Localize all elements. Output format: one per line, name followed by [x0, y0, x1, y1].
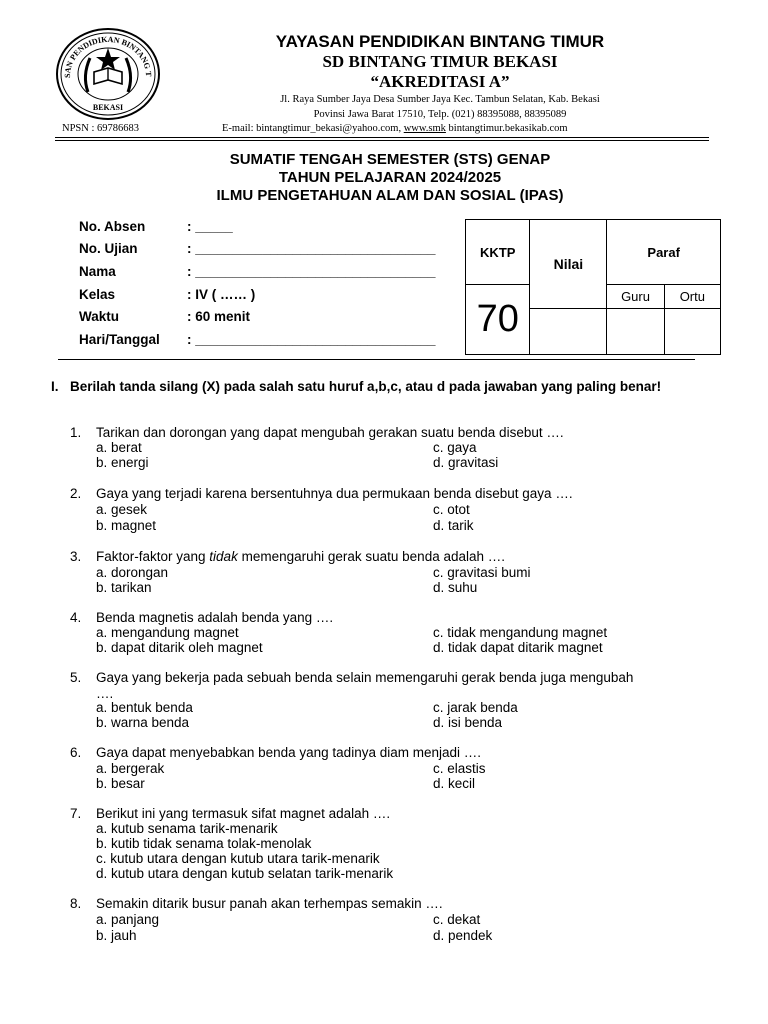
subject-title: ILMU PENGETAHUAN ALAM DAN SOSIAL (IPAS): [216, 187, 564, 204]
option-d[interactable]: d. isi benda: [433, 715, 503, 730]
option-b[interactable]: b. dapat ditarik oleh magnet: [96, 640, 263, 655]
question-number: 8.: [70, 896, 82, 911]
option-c[interactable]: c. dekat: [433, 912, 481, 927]
field-value-nama[interactable]: : ________________________________: [187, 264, 436, 279]
question-text: Benda magnetis adalah benda yang ….: [96, 610, 334, 625]
question-number: 6.: [70, 745, 82, 760]
option-d[interactable]: d. kecil: [433, 776, 476, 791]
header-divider-thin: [55, 140, 709, 141]
option-b[interactable]: b. jauh: [96, 928, 137, 943]
question-number: 2.: [70, 486, 82, 501]
option-c[interactable]: c. kutub utara dengan kutub utara tarik-menarik: [96, 851, 380, 866]
question-number: 3.: [70, 549, 82, 564]
option-c[interactable]: c. gravitasi bumi: [433, 565, 531, 580]
question-text: Semakin ditarik busur panah akan terhempas semakin ….: [96, 896, 443, 911]
website-link[interactable]: www.smk: [403, 123, 446, 134]
guru-label: Guru: [607, 285, 664, 309]
address-line-1: Jl. Raya Sumber Jaya Desa Sumber Jaya Kec. Tambun Selatan, Kab. Bekasi: [280, 94, 600, 105]
npsn: NPSN : 69786683: [62, 123, 140, 134]
question-number: 4.: [70, 610, 82, 625]
field-value-waktu: : 60 menit: [187, 309, 251, 324]
nilai-cell[interactable]: [530, 309, 607, 355]
address-line-2: Povinsi Jawa Barat 17510, Telp. (021) 88395088, 88395089: [313, 109, 567, 120]
seal-bottom-text: BEKASI: [92, 103, 124, 112]
email-suffix: bintangtimur.bekasikab.com: [445, 123, 568, 134]
school-name: SD BINTANG TIMUR BEKASI: [322, 52, 558, 71]
option-a[interactable]: a. berat: [96, 440, 142, 455]
option-a[interactable]: a. bentuk benda: [96, 700, 193, 715]
option-d[interactable]: d. gravitasi: [433, 455, 499, 470]
option-b[interactable]: b. energi: [96, 455, 149, 470]
option-a[interactable]: a. dorongan: [96, 565, 169, 580]
seal-ring-text: SAN PENDIDIKAN BINTANG T: [62, 34, 154, 79]
option-d[interactable]: d. tidak dapat ditarik magnet: [433, 640, 603, 655]
option-b[interactable]: b. besar: [96, 776, 145, 791]
question-text: Berikut ini yang termasuk sifat magnet adalah ….: [96, 806, 391, 821]
question-text: Gaya yang bekerja pada sebuah benda selain memengaruhi gerak benda juga mengubah: [96, 670, 634, 685]
option-a[interactable]: a. kutub senama tarik-menarik: [96, 821, 278, 836]
question-text-after: memengaruhi gerak suatu benda adalah ….: [237, 549, 506, 564]
exam-title: SUMATIF TENGAH SEMESTER (STS) GENAP: [229, 151, 551, 168]
option-d[interactable]: d. tarik: [433, 518, 474, 533]
question-number: 1.: [70, 425, 82, 440]
option-a[interactable]: a. mengandung magnet: [96, 625, 239, 640]
option-c[interactable]: c. elastis: [433, 761, 486, 776]
question-text: [96, 549, 706, 564]
field-value-hari-tanggal[interactable]: : ________________________________: [187, 332, 436, 347]
field-label-waktu: Waktu: [79, 309, 119, 324]
option-c[interactable]: c. otot: [433, 502, 470, 517]
question-number: 5.: [70, 670, 82, 685]
ortu-label: Ortu: [664, 285, 720, 309]
score-table: [465, 219, 721, 355]
option-a[interactable]: a. gesek: [96, 502, 148, 517]
field-label-nama: Nama: [79, 264, 116, 279]
option-b[interactable]: b. kutib tidak senama tolak-menolak: [96, 836, 312, 851]
option-b[interactable]: b. warna benda: [96, 715, 190, 730]
option-b[interactable]: b. magnet: [96, 518, 157, 533]
option-a[interactable]: a. panjang: [96, 912, 160, 927]
option-c[interactable]: c. gaya: [433, 440, 477, 455]
field-label-ujian: No. Ujian: [79, 241, 138, 256]
question-text-continued: ….: [96, 686, 114, 701]
field-label-absen: No. Absen: [79, 219, 146, 234]
field-value-kelas[interactable]: : IV ( …… ): [187, 287, 256, 302]
paraf-label: Paraf: [607, 220, 721, 285]
accreditation: “AKREDITASI A”: [370, 72, 510, 91]
question-number: 7.: [70, 806, 82, 821]
identity-divider: [58, 359, 695, 360]
field-value-ujian[interactable]: : ________________________________: [187, 241, 436, 256]
academic-year: TAHUN PELAJARAN 2024/2025: [278, 169, 502, 186]
email-line: [222, 123, 568, 134]
option-b[interactable]: b. tarikan: [96, 580, 152, 595]
paraf-ortu-cell[interactable]: [664, 309, 720, 355]
field-label-kelas: Kelas: [79, 287, 116, 302]
nilai-label: Nilai: [530, 220, 607, 309]
option-d[interactable]: d. suhu: [433, 580, 478, 595]
option-a[interactable]: a. bergerak: [96, 761, 165, 776]
question-text-italic: tidak: [209, 549, 238, 564]
foundation-name: YAYASAN PENDIDIKAN BINTANG TIMUR: [275, 32, 605, 51]
kktp-label: KKTP: [466, 220, 530, 285]
question-text: Tarikan dan dorongan yang dapat mengubah gerakan suatu benda disebut ….: [96, 425, 564, 440]
question-text: Gaya dapat menyebabkan benda yang tadinya diam menjadi ….: [96, 745, 482, 760]
option-c[interactable]: c. jarak benda: [433, 700, 518, 715]
option-d[interactable]: d. kutub utara dengan kutub selatan tarik-menarik: [96, 866, 394, 881]
option-c[interactable]: c. tidak mengandung magnet: [433, 625, 608, 640]
paraf-guru-cell[interactable]: [607, 309, 664, 355]
question-text-before: Faktor-faktor yang: [96, 549, 210, 564]
school-seal-icon: [54, 26, 162, 122]
header-divider: [55, 137, 709, 138]
question-text: Gaya yang terjadi karena bersentuhnya dua permukaan benda disebut gaya ….: [96, 486, 573, 501]
kktp-value: 70: [466, 285, 530, 355]
field-label-hari-tanggal: Hari/Tanggal: [79, 332, 160, 347]
email-prefix: E-mail: bintangtimur_bekasi@yahoo.com,: [222, 123, 402, 134]
field-value-absen[interactable]: : _____: [187, 219, 233, 234]
option-d[interactable]: d. pendek: [433, 928, 493, 943]
section-number: I.: [51, 379, 59, 394]
instruction-text: Berilah tanda silang (X) pada salah satu huruf a,b,c, atau d pada jawaban yang paling benar!: [70, 379, 662, 394]
